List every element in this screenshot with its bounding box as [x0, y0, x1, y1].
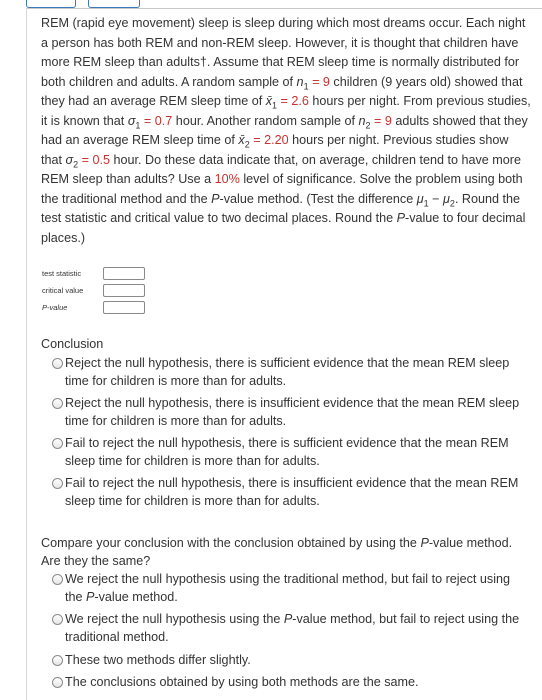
value-x2: = 2.20: [249, 133, 289, 147]
radio-button[interactable]: [52, 358, 63, 369]
var-x1: x̄: [265, 94, 273, 108]
var-p: P: [211, 191, 220, 206]
problem-text: hours per night. Previous studies show that: [41, 133, 509, 167]
conclusion-title: Conclusion: [41, 337, 104, 351]
var-x2: x̄: [238, 133, 245, 147]
p-value-input[interactable]: [103, 301, 145, 314]
option-label: Reject the null hypothesis, there is sufficient evidence that the mean REM sleep time for children is more than for adults.: [65, 356, 510, 388]
problem-text: level of significance. Solve the problem using both the traditional method and the: [41, 172, 523, 206]
var-mu2: μ: [443, 191, 450, 206]
option-label: Fail to reject the null hypothesis, there is insufficient evidence that the mean REM sleep time for children is more than for adults.: [65, 476, 519, 508]
option-label: The conclusions obtained by using both methods are the same.: [65, 675, 419, 689]
var-p: P: [420, 536, 429, 550]
value-sigma1: = 0.7: [140, 113, 173, 128]
radio-button[interactable]: [52, 478, 63, 489]
problem-text: children (9 years old) showed that they had an average REM sleep time of: [41, 74, 523, 108]
var-n1-sub: 1: [303, 81, 309, 92]
problem-text: -value to four decimal places.): [41, 211, 526, 245]
problem-text: REM (rapid eye movement) sleep is sleep during which most dreams occur. Each night a person has both REM and non-REM sleep. However, it is thought that children have more REM sleep than adults†. Assume that REM sleep time is normally distributed for both children and adults. A random sample of: [41, 16, 526, 89]
var-sigma1-sub: 1: [135, 120, 141, 131]
var-x2-sub: 2: [244, 139, 250, 150]
radio-button[interactable]: [52, 398, 63, 409]
value-alpha: 10%: [214, 172, 240, 186]
radio-button[interactable]: [52, 438, 63, 449]
option-label: We reject the null hypothesis using the traditional method, but fail to reject using the P-value method.: [65, 572, 510, 604]
option-label: These two methods differ slightly.: [65, 653, 251, 667]
test-statistic-input[interactable]: [103, 267, 145, 280]
var-n1: n: [296, 74, 304, 89]
problem-text: hour. Another random sample of: [172, 113, 359, 128]
critical-value-label: critical value: [42, 286, 84, 295]
radio-button[interactable]: [52, 655, 63, 666]
option-label: Reject the null hypothesis, there is insufficient evidence that the mean REM sleep time for children is more than for adults.: [65, 396, 520, 428]
problem-text: -value method. (Test the difference: [219, 191, 417, 206]
var-sigma2: σ: [65, 152, 74, 167]
var-sigma1: σ: [127, 113, 136, 128]
problem-text: hour. Do these data indicate that, on average, children tend to have more REM sleep than adults? Use a: [41, 152, 521, 186]
value-sigma2: = 0.5: [78, 152, 111, 167]
var-mu1-sub: 1: [423, 198, 429, 209]
problem-text: hours per night. From previous studies, it is known that: [41, 94, 531, 128]
option-label: Fail to reject the null hypothesis, there is sufficient evidence that the mean REM sleep time for children is more than for adults.: [65, 436, 509, 468]
radio-button[interactable]: [52, 614, 63, 625]
var-sigma2-sub: 2: [73, 159, 79, 170]
top-tab-right: [88, 0, 140, 8]
p-value-label: P-value: [42, 303, 68, 312]
problem-statement: [41, 14, 531, 248]
option-label: We reject the null hypothesis using the P-value method, but fail to reject using the traditional method.: [65, 612, 520, 644]
var-mu2-sub: 2: [449, 198, 455, 209]
compare-question: [41, 534, 531, 570]
problem-text: . Round the test statistic and critical value to two decimal places. Round the: [41, 191, 521, 225]
problem-text: adults showed that they had an average REM sleep time of: [41, 113, 528, 147]
value-x1: = 2.6: [277, 94, 309, 108]
compare-text: -value method. Are they the same?: [41, 536, 513, 568]
var-x1-sub: 1: [272, 100, 278, 111]
critical-value-input[interactable]: [103, 284, 145, 297]
var-n2: n: [358, 113, 366, 128]
top-tab-left: [26, 0, 76, 8]
test-statistic-label: test statistic: [42, 269, 82, 278]
compare-text: Compare your conclusion with the conclusion obtained by using the: [41, 536, 421, 550]
minus-sign: −: [428, 191, 444, 206]
radio-button[interactable]: [52, 677, 63, 688]
radio-button[interactable]: [52, 574, 63, 585]
value-n2: = 9: [370, 113, 392, 128]
var-p: P: [396, 211, 406, 225]
var-mu1: μ: [416, 191, 424, 206]
var-n2-sub: 2: [365, 120, 371, 131]
value-n1: = 9: [308, 74, 330, 89]
